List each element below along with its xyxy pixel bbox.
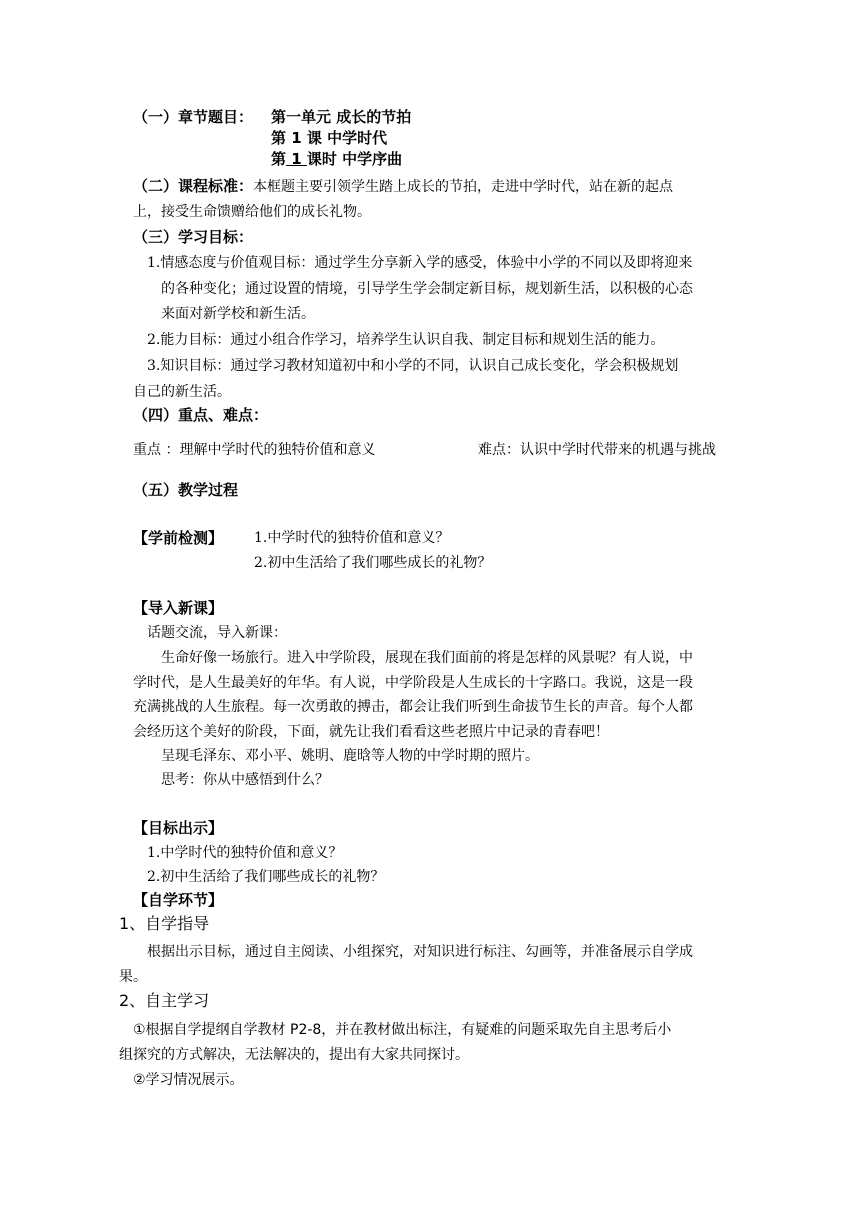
goal-2: 2.初中生活给了我们哪些成长的礼物？ (147, 869, 385, 885)
intro-para-5: 呈现毛泽东、邓小平、姚明、鹿晗等人物的中学时期的照片。 (161, 748, 539, 764)
intro-para-6: 思考：你从中感悟到什么？ (161, 772, 329, 788)
standard-line-1 (133, 176, 673, 197)
selfstudy-step-2b: 组探究的方式解决，无法解决的，提出有大家共同探讨。 (119, 1047, 469, 1063)
chapter-period (271, 149, 402, 169)
selfstudy-step-1a: 根据出示目标，通过自主阅读、小组探究，对知识进行标注、勾画等，并准备展示自学成 (147, 944, 693, 960)
intro-para-4: 会经历这个美好的阶段，下面，就先让我们看看这些老照片中记录的青春吧！ (133, 724, 609, 740)
objective-2: 2.能力目标：通过小组合作学习，培养学生认识自我、制定目标和规划生活的能力。 (147, 332, 665, 348)
precheck-q2: 2.初中生活给了我们哪些成长的礼物？ (254, 555, 492, 571)
selfstudy-step-2c: ②学习情况展示。 (133, 1072, 244, 1088)
keypoints-label: （四）重点、难点： (133, 406, 269, 424)
standard-label: （二）课程标准： (133, 177, 254, 195)
intro-line-1: 话题交流，导入新课： (147, 625, 287, 641)
intro-para-2: 学时代，是人生最美好的年华。有人说，中学阶段是人生成长的十字路口。我说，这是一段 (133, 675, 693, 691)
precheck-q1: 1.中学时代的独特价值和意义？ (254, 530, 450, 546)
goal-1: 1.中学时代的独特价值和意义？ (147, 845, 343, 861)
key-point: 重点 ：理解中学时代的独特价值和意义 (133, 442, 376, 458)
intro-para-1: 生命好像一场旅行。进入中学阶段，展现在我们面前的将是怎样的风景呢？有人说，中 (161, 650, 693, 666)
selfstudy-step-2a: ①根据自学提纲自学教材 P2-8，并在教材做出标注，有疑难的问题采取先自主思考后小 (133, 1022, 672, 1038)
chapter-unit: 第一单元 成长的节拍 (271, 108, 412, 126)
precheck-label: 【学前检测】 (133, 529, 224, 547)
goals-label: 【目标出示】 (133, 819, 224, 837)
process-label: （五）教学过程 (133, 481, 239, 499)
intro-label: 【导入新课】 (133, 599, 224, 617)
objective-3b: 自己的新生活。 (133, 384, 231, 400)
selfstudy-step-2: 2、自主学习 (119, 991, 210, 1010)
objective-1b: 的各种变化；通过设置的情境，引导学生学会制定新目标，规划新生活，以积极的心态 (161, 281, 693, 297)
difficult-point: 难点：认识中学时代带来的机遇与挑战 (478, 442, 716, 458)
period-suffix: 课时 中学序曲 (306, 150, 403, 168)
objective-1a: 1.情感态度与价值观目标：通过学生分享新入学的感受，体验中小学的不同以及即将迎来 (147, 255, 693, 271)
standard-text-2: 上，接受生命馈赠给他们的成长礼物。 (133, 204, 371, 220)
standard-text-1: 本框题主要引领学生踏上成长的节拍，走进中学时代，站在新的起点 (253, 179, 674, 195)
chapter-lesson: 第 1 课 中学时代 (271, 129, 388, 147)
selfstudy-step-1: 1、自学指导 (119, 914, 210, 933)
objective-1c: 来面对新学校和新生活。 (161, 306, 315, 322)
chapter-label: （一）章节题目： (133, 108, 254, 126)
period-number: 1 (286, 150, 307, 168)
objective-3a: 3.知识目标：通过学习教材知道初中和小学的不同，认识自己成长变化，学会积极规划 (147, 358, 679, 374)
objectives-label: （三）学习目标： (133, 228, 254, 246)
selfstudy-label: 【自学环节】 (133, 891, 224, 909)
intro-para-3: 充满挑战的人生旅程。每一次勇敢的搏击，都会让我们听到生命拔节生长的声音。每个人都 (133, 699, 693, 715)
period-prefix: 第 (271, 150, 287, 168)
selfstudy-step-1b: 果。 (119, 969, 147, 985)
